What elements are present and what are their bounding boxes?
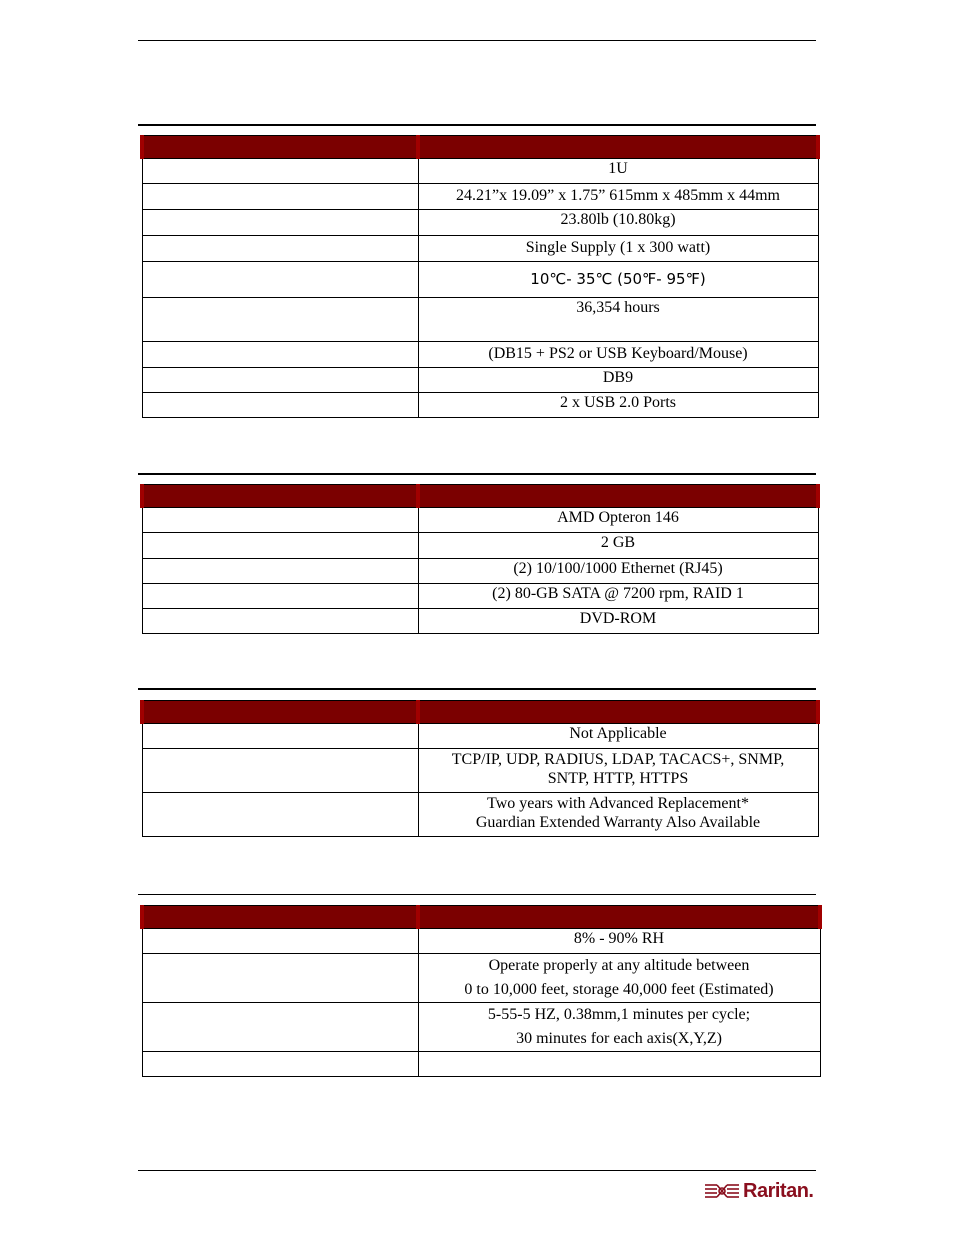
table-row [142, 1052, 820, 1077]
logo-wordmark: Raritan. [743, 1179, 814, 1202]
table-header-row [142, 906, 820, 929]
table-row: (2) 10/100/1000 Ethernet (RJ45) [142, 559, 818, 584]
table-row: AMD Opteron 146 [142, 508, 818, 533]
spec-table-1 [140, 135, 820, 418]
table-row: 5-55-5 HZ, 0.38mm,1 minutes per cycle; 30 minutes for each axis(X,Y,Z) [142, 1003, 820, 1052]
table-row: 8% - 90% RH [142, 929, 820, 954]
table-row: Not Applicable [142, 724, 818, 749]
raritan-logo-icon [705, 1181, 739, 1201]
table-row: (2) 80-GB SATA @ 7200 rpm, RAID 1 [142, 584, 818, 609]
section-rule-1 [138, 124, 816, 126]
table-row: 10℃- 35℃ (50℉- 95℉) [142, 262, 818, 298]
page-top-rule [138, 40, 816, 41]
section-rule-2 [138, 473, 816, 475]
table-header-row [142, 136, 818, 159]
spec-table-2 [140, 484, 820, 634]
table-row: 2 GB [142, 533, 818, 559]
spec-table-3 [140, 700, 820, 837]
table-header-row [142, 701, 818, 724]
table-row: 2 x USB 2.0 Ports [142, 393, 818, 418]
table-header-row [142, 485, 818, 508]
table-row: Operate properly at any altitude between 0 to 10,000 feet, storage 40,000 feet (Estimated) [142, 954, 820, 1003]
table-row: Two years with Advanced Replacement* Guardian Extended Warranty Also Available [142, 793, 818, 837]
table-row: (DB15 + PS2 or USB Keyboard/Mouse) [142, 342, 818, 368]
table-row: 1U [142, 159, 818, 184]
table-row: 36,354 hours [142, 298, 818, 342]
table-row: Single Supply (1 x 300 watt) [142, 236, 818, 262]
raritan-logo [705, 1179, 813, 1203]
table-row: 23.80lb (10.80kg) [142, 210, 818, 236]
spec-table-4 [140, 905, 822, 1077]
section-rule-4 [138, 894, 816, 895]
table-row: 24.21”x 19.09” x 1.75” 615mm x 485mm x 44mm [142, 184, 818, 210]
table-row: DVD-ROM [142, 609, 818, 634]
section-rule-3 [138, 688, 816, 690]
table-row: DB9 [142, 368, 818, 393]
page-bottom-rule [138, 1170, 816, 1171]
table-row: TCP/IP, UDP, RADIUS, LDAP, TACACS+, SNMP, SNTP, HTTP, HTTPS [142, 749, 818, 793]
